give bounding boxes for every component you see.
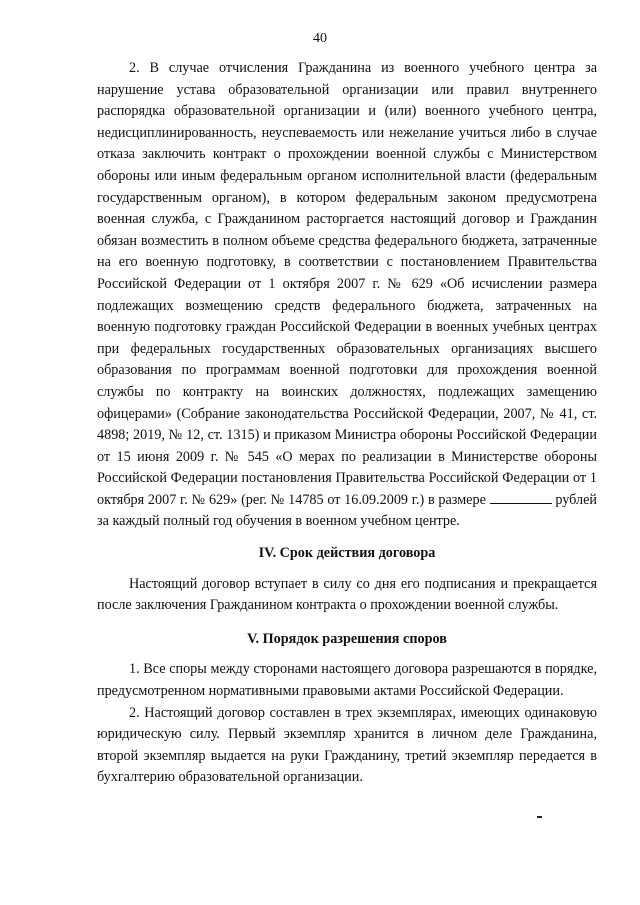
paragraph-disputes-1: 1. Все споры между сторонами настоящего договора разрешаются в порядке, предусмотренном нормативными правовыми актами Российской Федерации.: [97, 661, 597, 700]
paragraph-refund-clause: [97, 58, 597, 533]
amount-blank-field: [490, 491, 552, 504]
page-number: 40: [313, 31, 327, 46]
paragraph-refund-tail: рублей за каждый полный год обучения в военном учебном центре.: [97, 491, 597, 530]
document-body: [97, 58, 597, 789]
paragraph-refund-text: 2. В случае отчисления Гражданина из военного учебного центра за нарушение устава образовательной организации или правил внутреннего распорядка образовательной организации и (или) военного учебного центра, недисциплинированность, неуспеваемость или нежелание учиться либо в случае отказа заключить контракт о прохождении военной службы с Министерством обороны или иным федеральным органом исполнительной власти (федеральным государственным органом), в котором федеральным законом предусмотрена военная служба, с Гражданином расторгается настоящий договор и Гражданин обязан возместить в полном объеме средства федерального бюджета, затраченные на его военную подготовку, в соответствии с постановлением Правительства Российской Федерации от 1 октября 2007 г. № 629 «Об исчислении размера подлежащих возмещению средств федерального бюджета, затраченных на военную подготовку граждан Российской Федерации в военных учебных центрах при федеральных государственных образовательных организациях высшего образования по программам военной подготовки для прохождения военной службы по контракту на воинских должностях, подлежащих замещению офицерами» (Собрание законодательства Российской Федерации, 2007, № 41, ст. 4898; 2019, № 12, ст. 1315) и приказом Министра обороны Российской Федерации от 15 июня 2009 г. № 545 «О мерах по реализации в Министерстве обороны Российской Федерации постановления Правительства Российской Федерации от 1 октября 2007 г. № 629» (рег. № 14785 от 16.09.2009 г.) в размере: [97, 60, 597, 508]
section-heading-disputes: V. Порядок разрешения споров: [247, 630, 447, 647]
scan-mark: [537, 816, 542, 818]
paragraph-disputes-2: 2. Настоящий договор составлен в трех экземплярах, имеющих одинаковую юридическую силу. Первый экземпляр хранится в личном деле Гражданина, второй экземпляр выдается на руки Гражданину, третий экземпляр передается в бухгалтерию образовательной организации.: [97, 704, 597, 786]
section-heading-term: IV. Срок действия договора: [258, 545, 436, 562]
paragraph-term: Настоящий договор вступает в силу со дня его подписания и прекращается после заключения Гражданином контракта о прохождении военной службы.: [97, 575, 597, 614]
